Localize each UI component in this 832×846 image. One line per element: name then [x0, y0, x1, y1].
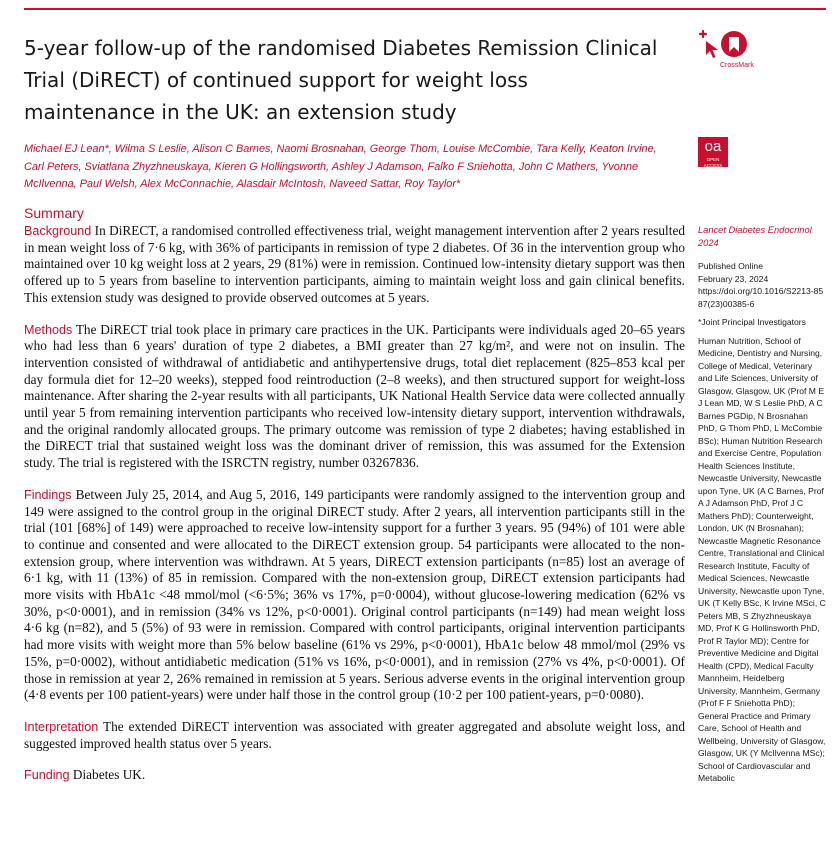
section-label: Interpretation [24, 719, 99, 734]
affiliations: Human Nutrition, School of Medicine, Dentistry and Nursing, College of Medical, Veterinary and Life Sciences, University of Glasgow, Glasgow, UK (Prof M E J Lean MD, W S Leslie PhD, A C Barnes PGDip, N Brosnahan PhD, G Thom PhD, L McCombie BSc); Human Nutrition Research and Exercise Centre, Population Health Sciences Institute, Newcastle University, Newcastle upon Tyne, UK (A C Barnes, Prof A J Adamson PhD, Prof J C Mathers PhD); Counterweight, London, UK (N Brosnahan); Newcastle Magnetic Resonance Centre, Translational and Clinical Research Institute, Faculty of Medical Sciences, Newcastle University, Newcastle upon Tyne, UK (T Kelly BSc, K Irvine MSci, C Peters MB, S Zhyzhneuskaya MD, Prof K G Hollinsworth PhD, Prof R Taylor MD); Centre for Preventive Medicine and Digital Health (CPD), Medical Faculty Mannheim, Heidelberg University, Mannheim, Germany (Prof F F Sniehotta PhD); General Practice and Primary Care, School of Health and Wellbeing, University of Glasgow, Glasgow, UK (Y McIlvenna MSc); School of Cardiovascular and Metabolic [698, 335, 826, 783]
doi-link[interactable]: https://doi.org/10.1016/S2213-8587(23)00385-6 [698, 286, 824, 309]
section-text: Between July 25, 2014, and Aug 5, 2016, 149 participants were randomly assigned to the intervention group and 149 were assigned to the control group in the original DiRECT study. After 2 years, all intervention participants still in the trial (101 [68%] of 149) were approached to receive low-intensity support for a further 3 years. 95 (94%) of 101 were able to continue and consented and were allocated to the DiRECT extension group. 54 participants were allocated to the non-extension group, where intervention was withdrawn. At 5 years, DiRECT extension participants (n=85) lost an average of 6·1 kg, with 11 (13%) of 85 in remission. Compared with the non-extension group, DiRECT extension participants had more visits with HbA1c <48 mmol/mol (<6·5%; 36% vs 17%, p=0·0004), without glucose-lowering medication (62% vs 30%, p<0·0001), and in remission (34% vs 12%, p<0·0001). Original control participants (n=149) had mean weight loss 4·6 kg (n=82), and 5 (5%) of 93 were in remission. Compared with control participants, original intervention participants had more visits with weight more than 5% below baseline (61% vs 29%, p<0·0001), HbA1c below 48 mmol/mol (29% vs 15%, p=0·0002), without antidiabetic medication (51% vs 16%, p<0·0001), and in remission (27% vs 4%, p<0·0001). Of those in remission at year 2, 26% remained in remission at 5 years. Serious adverse events in the original intervention group (4·8 events per 100 patient-years) were under half those in the control group (10·2 per 100 patient-years, p=0·0080). [24, 486, 685, 703]
section-label: Findings [24, 487, 72, 502]
summary-heading: Summary [24, 205, 84, 221]
section-label: Funding [24, 768, 70, 783]
interpretation-section [24, 719, 685, 752]
published-online-label: Published Online [698, 261, 763, 271]
section-text: In DiRECT, a randomised controlled effectiveness trial, weight management intervention after 2 years resulted in mean weight loss of 7·6 kg, with 36% of participants in remission of type 2 diabetes. Of 36 in the intervention group who maintained over 10 kg weight loss at 2 years, 29 (81%) were in remission. Continued low-intensity dietary support was then offered up to 5 years from baseline to intervention participants, aiming to maintain weight loss and gain clinical benefits. This extension study was designed to provide observed outcomes at 5 years. [24, 223, 685, 305]
sidebar [698, 224, 826, 844]
investigator-note: *Joint Principal Investigators [698, 317, 806, 327]
background-section [24, 223, 685, 307]
journal-citation: Lancet Diabetes Endocrinol 2024 [698, 225, 812, 248]
header-rule [24, 8, 826, 10]
open-access-text: oa [704, 138, 722, 155]
section-label: Background [24, 224, 92, 238]
abstract-body [24, 223, 685, 843]
section-text: The extended DiRECT intervention was associated with greater aggregated and absolute weight loss, and suggested improved health status over 5 years. [24, 718, 685, 751]
section-label: Methods [24, 322, 73, 337]
section-text: The DiRECT trial took place in primary care practices in the UK. Participants were individuals aged 20–65 years who had less than 6 years' duration of type 2 diabetes, a BMI greater than 27 kg/m², and were not on insulin. The intervention consisted of withdrawal of antidiabetic and antihypertensive drugs, total diet replacement (825–853 kcal per day formula diet for 12–20 weeks), stepped food reintroduction (2–8 weeks), and then structured support for weight-loss maintenance. After sharing the 2-year results with all participants, UK National Health Service data were collected annually until year 5 from remaining intervention participants who received low-intensity dietary support, intervention withdrawals, and the original randomly allocated groups. The primary outcome was remission of type 2 diabetes; having established in the DiRECT trial that sustained weight loss was the dominant driver of remission, this was assumed for the Extension study. The trial is registered with the ISRCTN registry, number 03267836. [24, 321, 685, 471]
funding-section [24, 767, 685, 784]
author-list: Michael EJ Lean*, Wilma S Leslie, Alison C Barnes, Naomi Brosnahan, George Thom, Louise McCombie, Tara Kelly, Keaton Irvine, Carl Peters, Sviatlana Zhyzhneuskaya, Kieren G Hollingsworth, Ashley J Adamson, Falko F Sniehotta, John C Mathers, Yvonne McIlvenna, Paul Welsh, Alex McConnachie, Alasdair McIntosh, Naveed Sattar, Roy Taylor* [24, 143, 657, 190]
open-access-subtext: OPEN ACCESS [703, 157, 723, 168]
open-access-badge [698, 137, 728, 167]
section-text: Diabetes UK. [72, 767, 146, 783]
crossmark-label: CrossMark [720, 62, 754, 69]
publication-date: February 23, 2024 [698, 273, 769, 284]
article-title: 5-year follow-up of the randomised Diabetes Remission Clinical Trial (DiRECT) of continued support for weight loss maintenance in the UK: an extension study [24, 36, 658, 124]
findings-section [24, 487, 685, 704]
methods-section [24, 322, 685, 472]
publication-info [698, 260, 826, 310]
